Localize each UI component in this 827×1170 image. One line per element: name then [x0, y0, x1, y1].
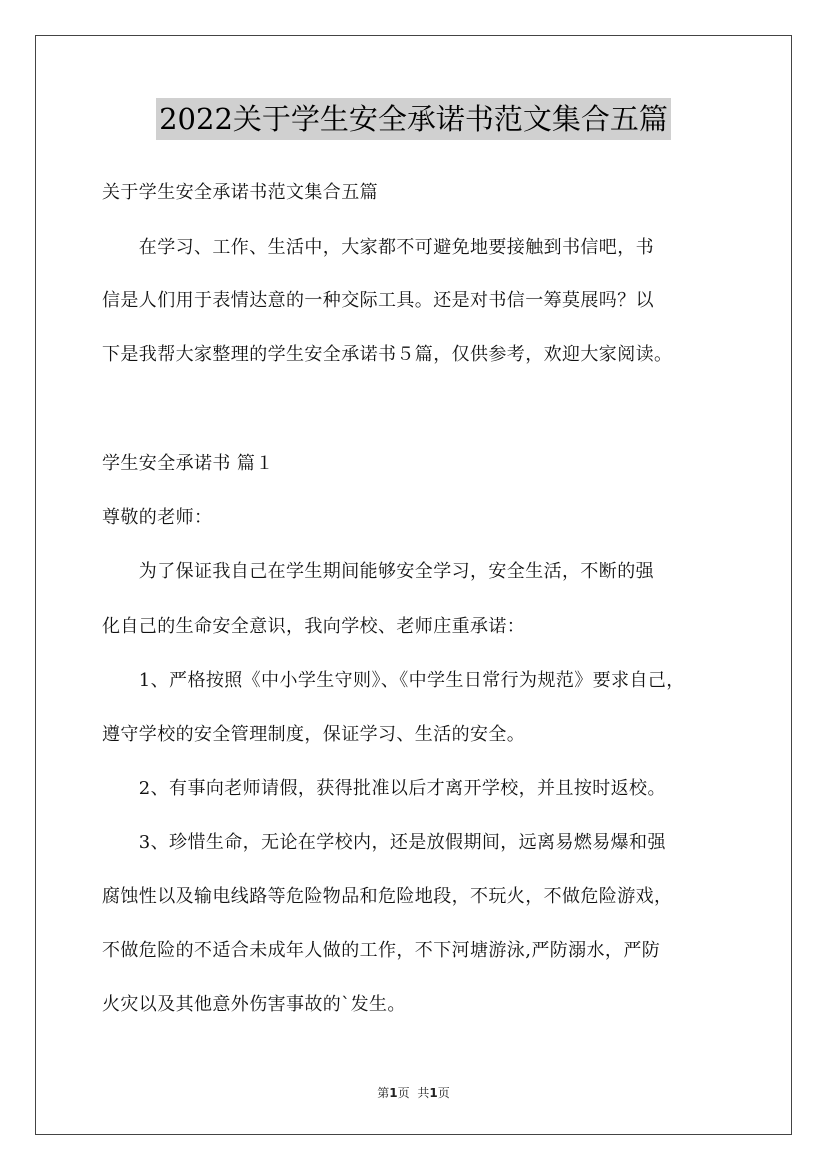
- page-label-prefix: 第: [377, 1086, 390, 1100]
- total-label-suffix: 页: [437, 1086, 450, 1100]
- paragraph-line: 不做危险的不适合未成年人做的工作，不下河塘游泳,严防溺水，严防: [102, 940, 661, 961]
- total-label-prefix: 共: [417, 1086, 430, 1100]
- title-container: [0, 98, 827, 140]
- paragraph-line: 遵守学校的安全管理制度，保证学习、生活的安全。: [102, 724, 526, 745]
- paragraph-line: 信是人们用于表情达意的一种交际工具。还是对书信一筹莫展吗？以: [102, 290, 654, 311]
- page-number: 1: [389, 1086, 398, 1100]
- salutation-line: 尊敬的老师：: [102, 507, 213, 528]
- paragraph-line: 腐蚀性以及输电线路等危险物品和危险地段，不玩火，不做危险游戏，: [102, 886, 673, 907]
- total-pages: 1: [429, 1086, 438, 1100]
- paragraph-line: 化自己的生命安全意识，我向学校、老师庄重承诺：: [102, 616, 526, 637]
- page-label-suffix: 页: [397, 1086, 410, 1100]
- subtitle-line: 关于学生安全承诺书范文集合五篇: [102, 182, 378, 203]
- paragraph-line: 1、严格按照《中小学生守则》、《中学生日常行为规范》要求自己，: [102, 670, 685, 691]
- paragraph-line: 火灾以及其他意外伤害事故的`发生。: [102, 994, 406, 1015]
- paragraph-line: 2、有事向老师请假，获得批准以后才离开学校，并且按时返校。: [102, 778, 666, 799]
- paragraph-line: 3、珍惜生命，无论在学校内，还是放假期间，远离易燃易爆和强: [102, 832, 666, 853]
- page-footer: [0, 1084, 827, 1101]
- paragraph-line: 在学习、工作、生活中，大家都不可避免地要接触到书信吧，书: [102, 237, 654, 258]
- paragraph-line: 为了保证我自己在学生期间能够安全学习，安全生活，不断的强: [102, 561, 654, 582]
- paragraph-line: 下是我帮大家整理的学生安全承诺书５篇，仅供参考，欢迎大家阅读。: [102, 344, 673, 365]
- section-heading: 学生安全承诺书 篇１: [102, 453, 274, 474]
- document-title: 2022关于学生安全承诺书范文集合五篇: [156, 98, 671, 140]
